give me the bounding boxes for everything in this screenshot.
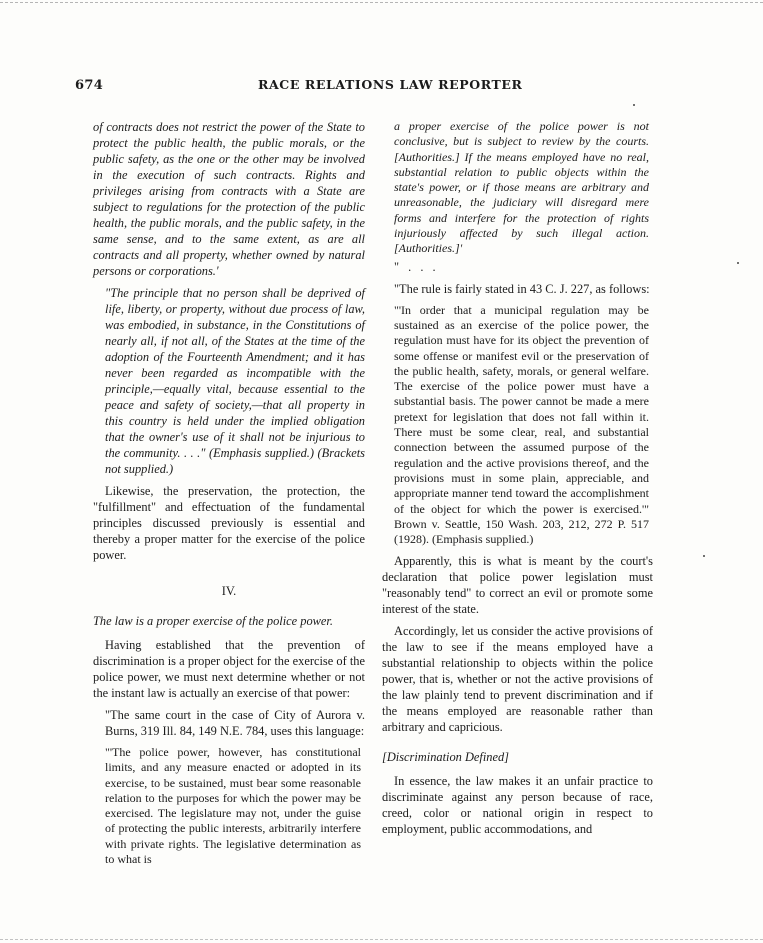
section-number: IV.	[221, 584, 237, 598]
scan-speck	[703, 555, 705, 557]
page-top-edge	[0, 2, 763, 3]
left-paragraph-6: "'The police power, however, has constitutional limits, and any measure enacted or adopted in its exercise, to be sustained, must bear some reasonable relation to the purposes for which the power may be exercised. The legislature may not, under the guise of protecting the public interests, arbitrarily interfere with private rights. The legislative determination as to what is	[105, 745, 361, 867]
right-paragraph-5: Accordingly, let us consider the active provisions of the law to see if the means employed have a substantial relationship to objects within the police power, that is, whether or not the active provisions of the law plainly tend to prevent discrimination and if the means employed are reasonable rather than arbitrary and capricious.	[382, 624, 653, 735]
right-paragraph-6: In essence, the law makes it an unfair practice to discriminate against any person because of race, creed, color or national origin in respect to employment, public accommodations, and	[382, 774, 653, 837]
section-title: The law is a proper exercise of the police power.	[93, 614, 333, 628]
running-head: RACE RELATIONS LAW REPORTER	[258, 77, 523, 92]
right-paragraph-2: "The rule is fairly stated in 43 C. J. 227, as follows:	[394, 281, 650, 296]
left-paragraph-3: Likewise, the preservation, the protection, the "fulfillment" and effectuation of the fundamental principles discussed previously is essential and thereby a proper matter for the exercise of the police power.	[93, 484, 365, 562]
subsection-heading: [Discrimination Defined]	[382, 750, 509, 765]
right-paragraph-4: Apparently, this is what is meant by the court's declaration that police power legislation must "reasonably tend" to correct an evil or promote some interest of the state.	[382, 554, 653, 617]
quote-ellipsis: " . . .	[394, 259, 439, 274]
left-column	[93, 119, 365, 873]
page-number: 674	[75, 78, 104, 93]
right-paragraph-1: a proper exercise of the police power is not conclusive, but is subject to review by the courts. [Authorities.] If the means employed have no real, substantial relation to public objects within the state's power, or if those means are arbitrary and unreasonable, the judiciary will disregard mere forms and interfere for the protection of rights injuriously affected by such illegal action. [Authorities.]'	[394, 119, 649, 256]
left-paragraph-5: "The same court in the case of City of Aurora v. Burns, 319 Ill. 84, 149 N.E. 784, uses this language:	[105, 708, 365, 738]
page-bottom-edge	[0, 939, 763, 940]
scan-speck	[737, 262, 739, 264]
right-paragraph-3: "'In order that a municipal regulation may be sustained as an exercise of the police power, the regulation must have for its object the prevention of some offense or manifest evil or the preservation of the public health, safety, morals, or general welfare. The exercise of the police power must have a substantial basis. The power cannot be made a mere pretext for legislation that does not fall within it. There must be some clear, real, and substantial connection between the assumed purpose of the regulation and the active provisions thereof, and the provisions must in some plain, appreciable, and appropriate manner tend toward the accomplishment of the object for which the power is exercised.'" Brown v. Seattle, 150 Wash. 203, 212, 272 P. 517 (1928). (Emphasis supplied.)	[394, 302, 649, 547]
right-column	[382, 119, 653, 843]
left-paragraph-4: Having established that the prevention of discrimination is a proper object for the exercise of the police power, we must next determine whether or not the instant law is actually an exercise of that power:	[93, 638, 365, 700]
scan-speck	[633, 104, 635, 106]
left-paragraph-2: "The principle that no person shall be deprived of life, liberty, or property, without due process of law, was embodied, in substance, in the Constitutions of nearly all, if not all, of the States at the time of the adoption of the Fourteenth Amendment; and it has never been regarded as incompatible with the principle,—equally vital, because essential to the peace and safety of society,—that all property in this country is held under the implied obligation that the owner's use of it shall not be injurious to the community. . . ." (Emphasis supplied.) (Brackets not supplied.)	[105, 286, 365, 476]
left-paragraph-1: of contracts does not restrict the power of the State to protect the public health, the public morals, or the public safety, as the one or the other may be involved in the execution of such contracts. Rights and privileges arising from contracts with a State are subject to regulations for the protection of the public health, the public morals, and the public safety, in the same sense, and to the same extent, as are all contracts and all property, whether owned by natural persons or corporations.'	[93, 120, 365, 278]
